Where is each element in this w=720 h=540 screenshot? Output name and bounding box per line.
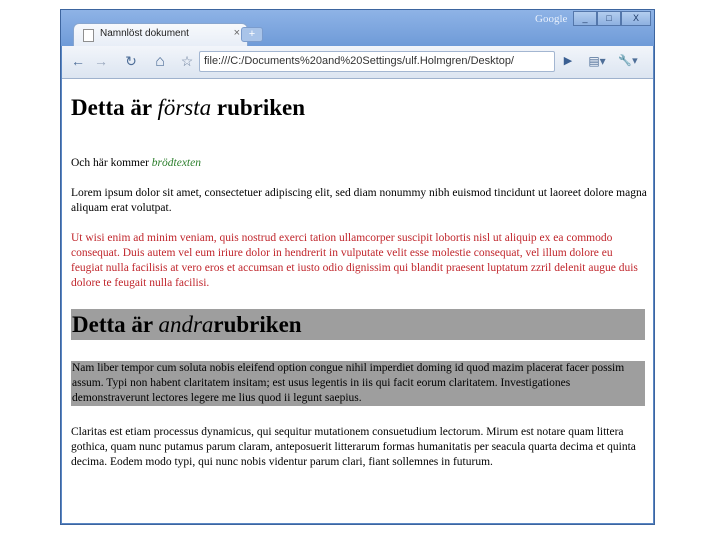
- paragraph-red: Ut wisi enim ad minim veniam, quis nostrud exerci tation ullamcorper suscipit lobortis nisl ut aliquip ex ea commodo consequat. Duis autem vel eum iriure dolor in hendrerit in vulputate velit esse molestie consequat, vel illum dolore eu feugiat nulla facilisis at vero eros et accumsan et iusto odio dignissim qui blandit praesent luptatum zzril delenit augue duis dolore te feugait nulla facilisi.: [71, 232, 638, 289]
- paragraph-gray: Nam liber tempor cum soluta nobis eleifend option congue nihil imperdiet doming id quod mazim placerat facer possim assum. Typi non habent claritatem insitam; est usus legentis in iis qui facit eorum claritatem. Investigationes demonstraverunt lectores legere me lius quod ii legunt saepius.: [71, 361, 645, 406]
- address-bar[interactable]: [199, 51, 555, 72]
- go-icon[interactable]: ▶: [563, 55, 573, 67]
- reload-icon[interactable]: ↻: [125, 53, 137, 69]
- paragraph-claritas: Claritas est etiam processus dynamicus, qui sequitur mutationem consuetudium lectorum. Mirum est notare quam littera gothica, quam nunc putamus parum claram, anteposuerit litterarum formas humanitatis per seacula quarta decima et quinta decima. Eodem modo typi, qui nunc nobis videntur parum clari, fiant sollemnes in futurum.: [71, 426, 636, 468]
- tab-title: Namnlöst dokument: [100, 28, 189, 39]
- heading-first: Detta är första rubriken: [71, 95, 306, 120]
- title-bar: [61, 10, 654, 46]
- home-icon[interactable]: ⌂: [155, 53, 165, 70]
- google-logo: Google: [535, 13, 568, 25]
- minimize-button[interactable]: _: [573, 11, 597, 26]
- lead-emphasis: brödtexten: [151, 157, 201, 169]
- page-content: [62, 79, 653, 523]
- star-icon[interactable]: ☆: [180, 53, 194, 69]
- back-icon[interactable]: ←: [71, 53, 85, 69]
- wrench-menu-icon[interactable]: 🔧▾: [618, 55, 638, 67]
- new-tab-button[interactable]: +: [241, 27, 263, 42]
- paragraph-lorem: Lorem ipsum dolor sit amet, consectetuer adipiscing elit, sed diam nonummy nibh euismod tincidunt ut laoreet dolore magna aliquam erat volutpat.: [71, 187, 647, 214]
- url-text[interactable]: file:///C:/Documents%20and%20Settings/ulf.Holmgren/Desktop/: [204, 55, 514, 67]
- browser-window: [60, 9, 655, 525]
- close-window-button[interactable]: X: [621, 11, 651, 26]
- document-icon: [83, 29, 94, 42]
- heading-second-emphasis: andra: [158, 312, 214, 337]
- tab-namnlost-dokument[interactable]: [73, 23, 248, 46]
- close-tab-icon[interactable]: ×: [233, 27, 240, 39]
- maximize-button[interactable]: □: [597, 11, 621, 26]
- lead-paragraph: Och här kommer brödtexten: [71, 157, 201, 169]
- forward-icon[interactable]: →: [94, 53, 108, 69]
- page-menu-icon[interactable]: ▤▾: [588, 54, 606, 68]
- heading-second: Detta är andrarubriken: [71, 309, 645, 340]
- browser-toolbar: [62, 46, 653, 79]
- heading-first-emphasis: första: [157, 95, 212, 120]
